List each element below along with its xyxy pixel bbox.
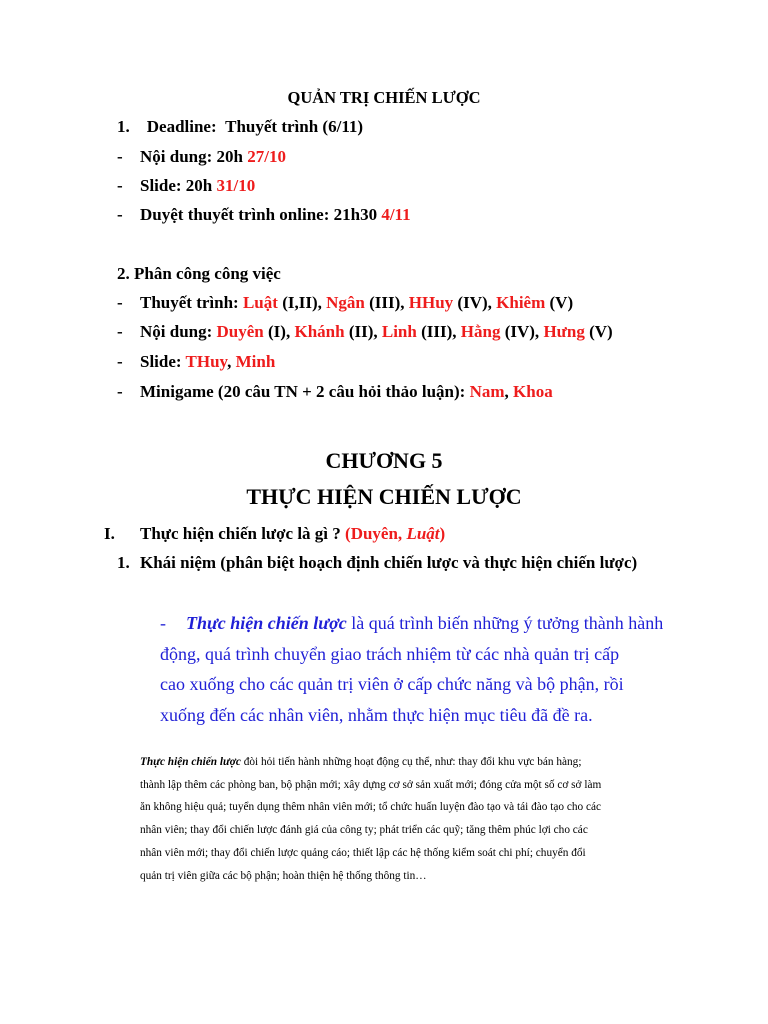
chapter-range: (III), xyxy=(416,322,461,341)
definition-text xyxy=(160,608,676,730)
deadline-item-date: 4/11 xyxy=(381,205,411,224)
deadline-item-date: 31/10 xyxy=(216,176,256,195)
chapter-range: (II), xyxy=(344,322,382,341)
bullet-dash: - xyxy=(117,176,123,195)
assignment-label: Slide: xyxy=(140,352,186,371)
person-name: Hằng xyxy=(460,322,501,341)
bullet-dash: - xyxy=(117,382,123,401)
person-name: THuy xyxy=(185,352,228,371)
bullet-dash: - xyxy=(160,613,166,633)
bullet-dash: - xyxy=(117,322,123,341)
section-roman: I. xyxy=(104,524,115,543)
assignment-label: Minigame (20 câu TN + 2 câu hỏi thảo luận): xyxy=(140,382,470,401)
bullet-dash: - xyxy=(117,352,123,371)
detail-line: đòi hỏi tiến hành những hoạt động cụ thể, như: thay đổi khu vực bán hàng; xyxy=(240,756,582,768)
section-people: (Duyên, xyxy=(345,524,407,543)
concept-text: Khái niệm (phân biệt hoạch định chiến lược và thực hiện chiến lược) xyxy=(140,553,638,572)
detail-line: nhân viên; thay đổi chiến lược đánh giá của công ty; phát triển các quỹ; tăng thêm phúc lợi cho các xyxy=(140,824,588,837)
deadline-label: Deadline: xyxy=(146,117,217,136)
definition-line: cao xuống cho các quản trị viên ở cấp chức năng và bộ phận, rồi xyxy=(160,674,624,694)
concept-number: 1. xyxy=(117,553,130,572)
assignment-label: Nội dung: xyxy=(140,322,217,341)
detail-line: quản trị viên giữa các bộ phận; hoàn thiện hệ thống thông tin… xyxy=(140,869,427,882)
bullet-dash: - xyxy=(117,205,123,224)
person-name: Ngân xyxy=(326,293,365,312)
section-people-italic: Luật xyxy=(406,524,440,543)
separator: , xyxy=(227,352,236,371)
assignment-label: Thuyết trình: xyxy=(140,293,243,312)
detail-term: Thực hiện chiến lược xyxy=(140,756,241,768)
person-name: Khoa xyxy=(513,382,553,401)
person-name: Khiêm xyxy=(496,293,546,312)
section-text: Thực hiện chiến lược là gì ? xyxy=(140,524,346,543)
assignment-heading: 2. Phân công công việc xyxy=(117,264,281,283)
section-people-close: ) xyxy=(439,524,446,543)
person-name: Khánh xyxy=(294,322,345,341)
detail-paragraph xyxy=(140,751,673,887)
person-name: Minh xyxy=(235,352,276,371)
concept-heading xyxy=(117,553,638,573)
definition-line: là quá trình biến những ý tưởng thành hành xyxy=(346,613,664,633)
chapter-range: (IV), xyxy=(453,293,497,312)
bullet-dash: - xyxy=(117,147,123,166)
person-name: HHuy xyxy=(408,293,454,312)
separator: , xyxy=(504,382,514,401)
deadline-number: 1. xyxy=(117,117,130,136)
deadline-item-label: Slide: 20h xyxy=(140,176,217,195)
chapter-range: (III), xyxy=(364,293,409,312)
detail-line: thành lập thêm các phòng ban, bộ phận mới; xây dựng cơ sở sản xuất mới; đóng cửa một số cơ sở làm xyxy=(140,778,602,791)
section-heading xyxy=(104,524,446,544)
deadline-item-label: Nội dung: 20h xyxy=(140,147,248,166)
person-name: Hưng xyxy=(543,322,585,341)
chapter-range: (I,II), xyxy=(277,293,327,312)
definition-term: Thực hiện chiến lược xyxy=(186,613,347,633)
bullet-dash: - xyxy=(117,293,123,312)
detail-line: ăn không hiệu quả; tuyển dụng thêm nhân viên mới; tổ chức huấn luyện đào tạo và tái đào tạo cho các xyxy=(140,801,602,814)
definition-line: động, quá trình chuyển giao trách nhiệm từ các nhà quản trị cấp xyxy=(160,643,620,664)
chapter-title: THỰC HIỆN CHIẾN LƯỢC xyxy=(246,484,522,509)
deadline-item-label: Duyệt thuyết trình online: 21h30 xyxy=(140,205,382,224)
document-title: QUẢN TRỊ CHIẾN LƯỢC xyxy=(287,88,481,107)
person-name: Linh xyxy=(381,322,417,341)
deadline-heading xyxy=(117,117,363,137)
chapter-number: CHƯƠNG 5 xyxy=(325,448,443,473)
deadline-item-date: 27/10 xyxy=(247,147,286,166)
definition-line: xuống đến các nhân viên, nhằm thực hiện mục tiêu đã đề ra. xyxy=(160,704,593,725)
deadline-text: Thuyết trình (6/11) xyxy=(225,117,364,136)
detail-line: nhân viên mới; thay đổi chiến lược quảng cáo; thiết lập các hệ thống kiểm soát chi phí; chuyển đổi xyxy=(140,846,586,859)
chapter-range: (V) xyxy=(584,322,613,341)
person-name: Duyên xyxy=(216,322,264,341)
person-name: Luật xyxy=(242,293,278,312)
chapter-range: (IV), xyxy=(500,322,544,341)
chapter-range: (I), xyxy=(263,322,295,341)
chapter-range: (V) xyxy=(545,293,574,312)
person-name: Nam xyxy=(469,382,505,401)
